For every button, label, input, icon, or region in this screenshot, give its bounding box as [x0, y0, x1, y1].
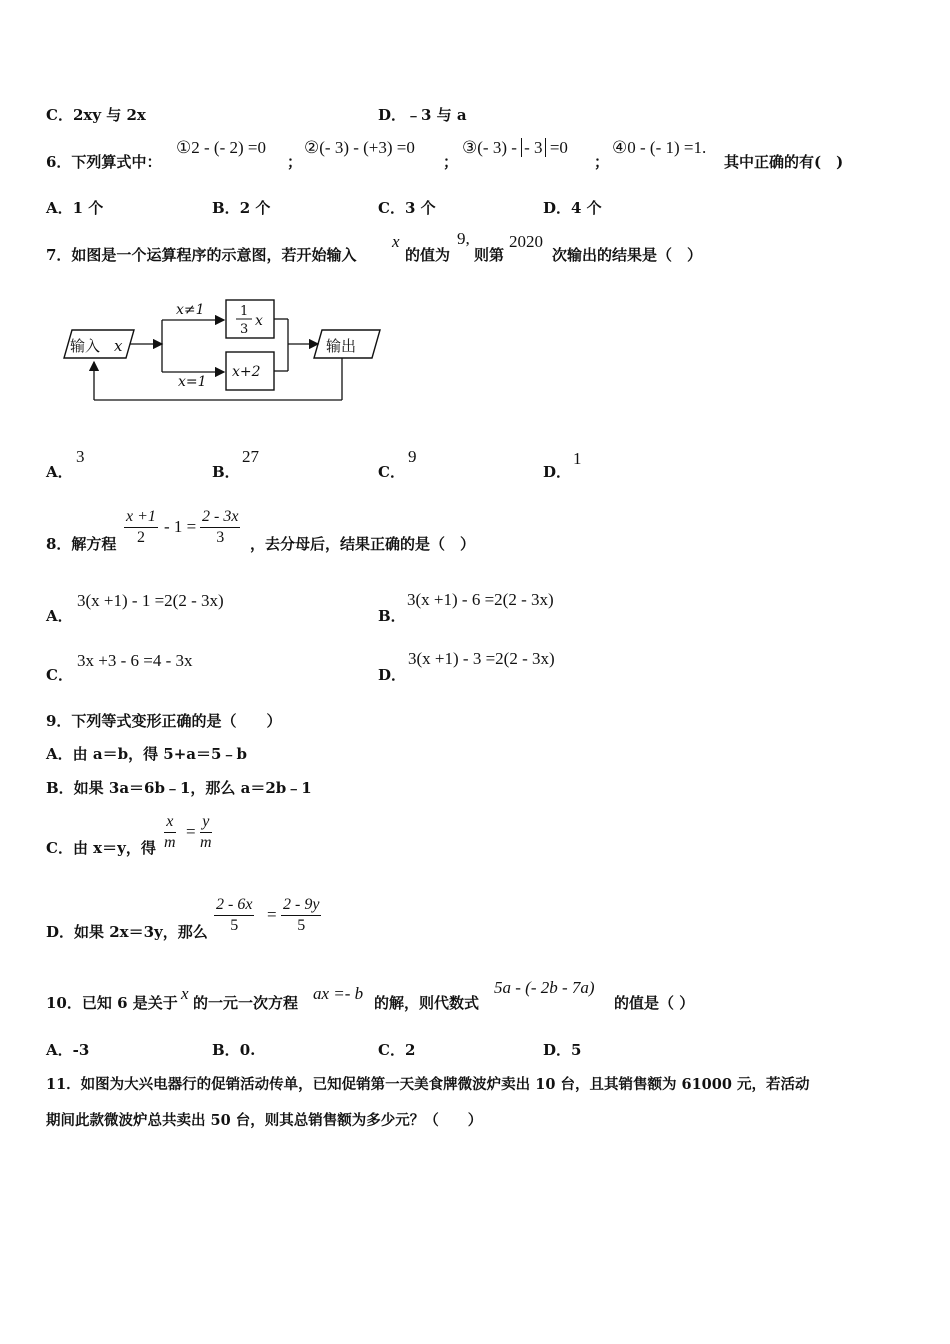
- q7-stem-a: 7．如图是一个运算程序的示意图，若开始输入: [46, 246, 357, 264]
- q10-stem-d: 的值是（ ）: [614, 994, 695, 1012]
- q9-option-d-fraction-1: $\frac{2 - 6x}{5}$: [216, 896, 253, 934]
- q7-stem-b: 的值为: [405, 246, 451, 264]
- q6-sep-2: ；: [443, 153, 459, 171]
- q6-option-b: B．2 个: [212, 199, 271, 217]
- q7-option-a-value: 3: [76, 447, 85, 466]
- q7-option-d-letter: D．: [543, 463, 572, 481]
- q7-option-d-value: 1: [573, 449, 582, 468]
- q8-option-b-letter: B．: [378, 607, 406, 625]
- q8-option-b-value: 3(x +1) - 6 =2(2 - 3x): [407, 590, 554, 609]
- q8-stem-a: 8．解方程: [46, 535, 117, 553]
- q9-option-c-fraction-1: $\frac{x}{m}$: [164, 813, 176, 851]
- q10-option-c: C．2: [378, 1041, 416, 1059]
- q10-stem-b: 的一元一次方程: [193, 994, 299, 1012]
- op-top-den: 3: [240, 322, 249, 337]
- q9-option-a: A．由 a＝b，得 5+a＝5﹣b: [46, 745, 247, 763]
- cond-bottom: x=1: [178, 374, 207, 390]
- q7-flow-diagram: [60, 292, 390, 408]
- q5-option-c: C．2xy 与 2x: [46, 106, 146, 124]
- q7-count: 2020: [509, 232, 543, 251]
- q9-option-d-fraction-2: $\frac{2 - 9y}{5}$: [283, 896, 320, 934]
- q10-stem-c: 的解，则代数式: [374, 994, 480, 1012]
- q7-stem-c: 则第: [474, 246, 505, 264]
- q9-option-b: B．如果 3a＝6b﹣1，那么 a＝2b﹣1: [46, 779, 312, 797]
- q8-option-a-letter: A．: [46, 607, 73, 625]
- q8-option-c-value: 3x +3 - 6 =4 - 3x: [77, 651, 193, 670]
- q7-option-c-value: 9: [408, 447, 417, 466]
- input-var: x: [114, 337, 123, 355]
- q10-option-d: D．5: [543, 1041, 582, 1059]
- q6-stem: 6．下列算式中：: [46, 153, 162, 171]
- q6-sep-1: ；: [287, 153, 303, 171]
- q7-option-c-letter: C．: [378, 463, 405, 481]
- q7-option-b-letter: B．: [212, 463, 240, 481]
- op-top-num: 1: [240, 304, 249, 319]
- q9-option-c-fraction-2: $\frac{y}{m}$: [200, 813, 212, 851]
- q6-option-a: A．1 个: [46, 199, 104, 217]
- q6-tail: 其中正确的有( ): [724, 153, 844, 171]
- q10-option-a: A．-3: [46, 1041, 90, 1059]
- q6-expr-2: ②(- 3) - (+3) =0: [304, 138, 415, 157]
- q9-option-d-text: D．如果 2x＝3y，那么: [46, 923, 208, 941]
- q8-option-d-value: 3(x +1) - 3 =2(2 - 3x): [408, 649, 555, 668]
- q9-option-c-text: C．由 x＝y，得: [46, 839, 156, 857]
- q7-stem-d: 次输出的结果是（ ）: [552, 246, 703, 264]
- q8-mid: - 1 =: [164, 517, 197, 536]
- input-label: 输入: [70, 337, 101, 355]
- q9-option-c-eq: =: [186, 822, 196, 841]
- op-top-var: x: [255, 313, 263, 329]
- q8-fraction-1: $\frac{x +1}{2}$: [126, 508, 156, 546]
- q11-line-1: 11．如图为大兴电器行的促销活动传单，已知促销第一天美食牌微波炉卖出 10 台，且其销售额为 61000 元，若活动: [46, 1076, 810, 1093]
- op-bottom-label: x+2: [232, 364, 261, 380]
- q6-expr-1: ①2 - (- 2) =0: [176, 138, 266, 157]
- q10-stem-a: 10．已知 6 是关于: [46, 994, 178, 1012]
- q8-option-d-letter: D．: [378, 666, 407, 684]
- q8-fraction-2: $\frac{2 - 3x}{3}$: [202, 508, 239, 546]
- q6-option-c: C．3 个: [378, 199, 436, 217]
- q6-expr-4: ④0 - (- 1) =1.: [612, 138, 707, 157]
- q8-option-c-letter: C．: [46, 666, 73, 684]
- q8-stem-b: ，去分母后，结果正确的是（ ）: [250, 535, 476, 553]
- q10-expression: 5a - (- 2b - 7a): [494, 978, 595, 997]
- q10-var: x: [181, 984, 189, 1003]
- output-label: 输出: [326, 337, 357, 355]
- q7-value: 9,: [457, 229, 470, 248]
- cond-top: x≠1: [176, 302, 205, 318]
- q9-stem: 9．下列等式变形正确的是（ ）: [46, 712, 282, 730]
- q5-option-d: D．﹣3 与 a: [378, 106, 467, 124]
- q6-expr-3: ③(- 3) - - 3 =0: [462, 138, 568, 157]
- q10-equation: ax =- b: [313, 984, 364, 1003]
- q7-option-b-value: 27: [242, 447, 259, 466]
- q6-sep-3: ；: [594, 153, 610, 171]
- q7-var: x: [392, 232, 400, 251]
- q11-line-2: 期间此款微波炉总共卖出 50 台，则其总销售额为多少元？（ ）: [46, 1112, 483, 1129]
- q9-option-d-eq: =: [267, 905, 277, 924]
- q6-option-d: D．4 个: [543, 199, 602, 217]
- q7-option-a-letter: A．: [46, 463, 73, 481]
- q8-option-a-value: 3(x +1) - 1 =2(2 - 3x): [77, 591, 224, 610]
- q10-option-b: B．0.: [212, 1041, 256, 1059]
